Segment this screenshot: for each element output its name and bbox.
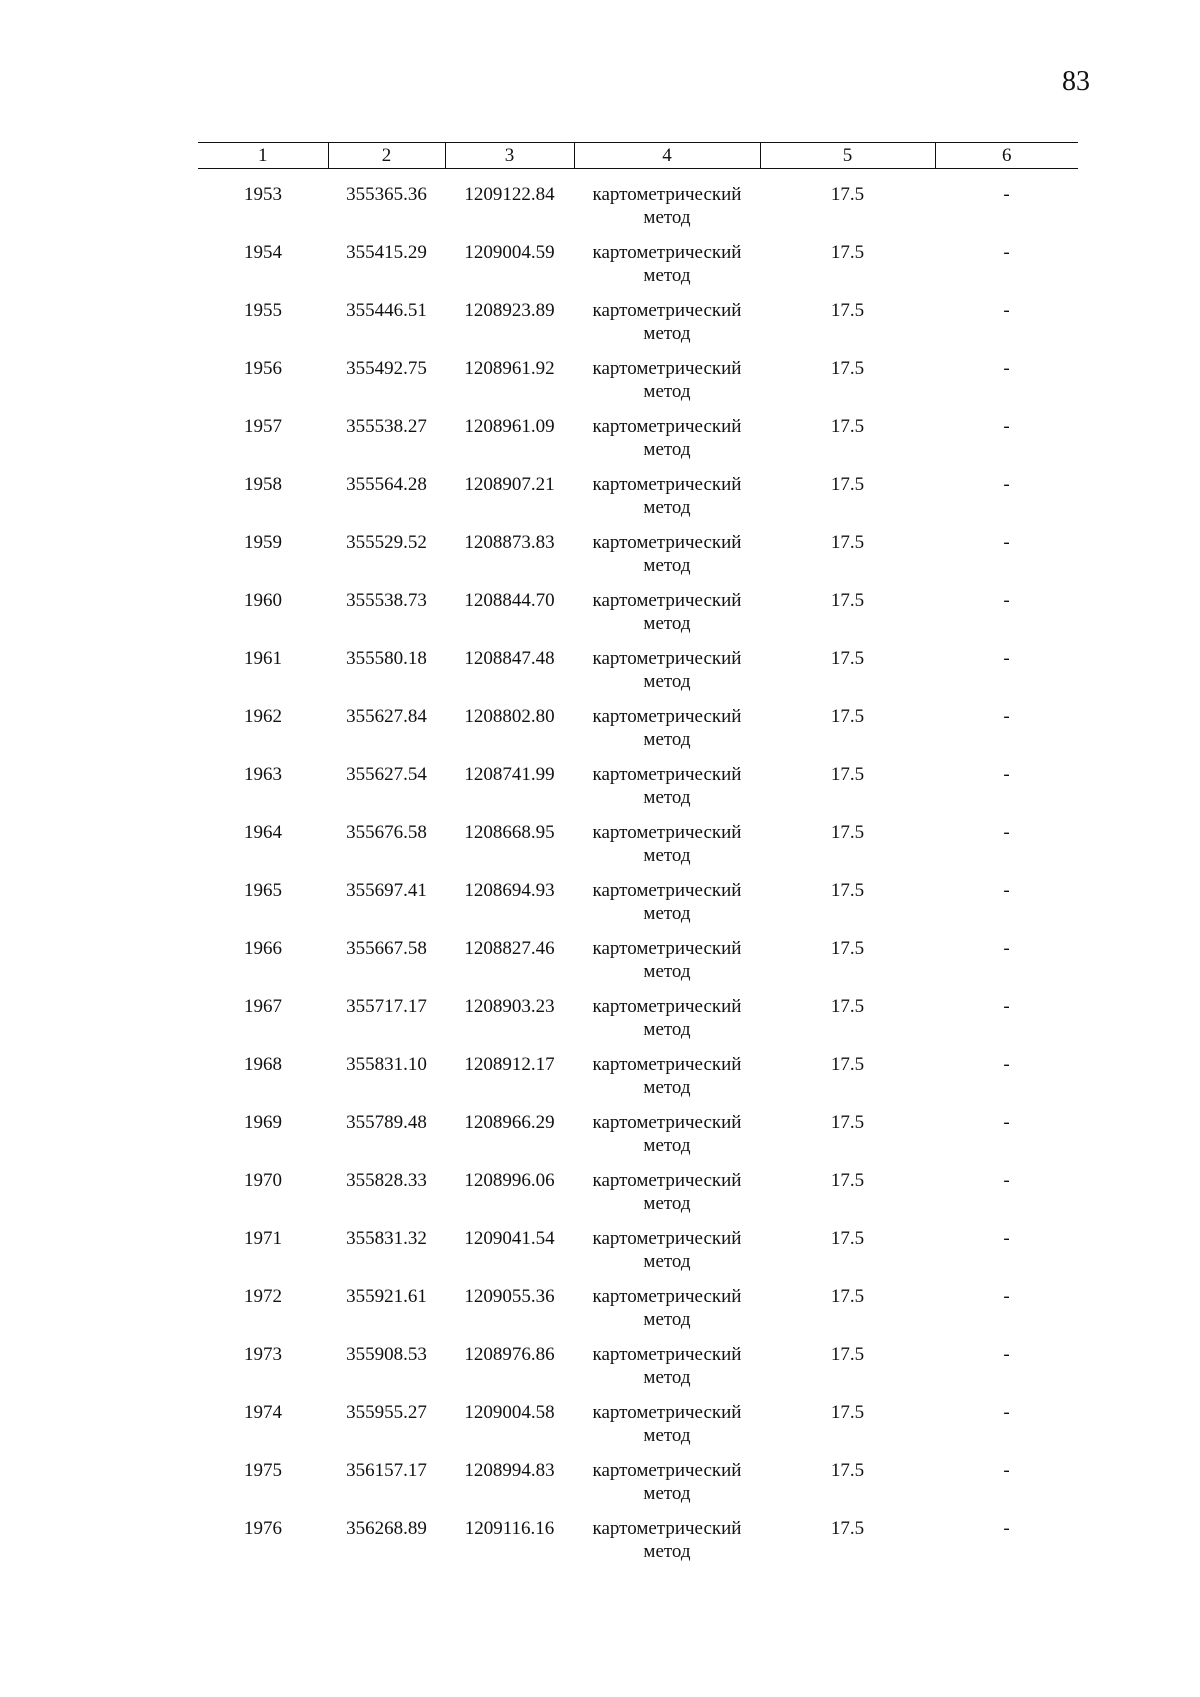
table-row (198, 937, 1078, 995)
method-line-2: метод (643, 1193, 691, 1214)
header-col-5: 5 (760, 143, 935, 169)
header-col-4: 4 (574, 143, 760, 169)
method-line-1: картометрический (592, 358, 742, 379)
point-number-cell: 1955 (244, 300, 282, 321)
point-number-cell: 1970 (244, 1170, 282, 1191)
method-cell (574, 169, 760, 242)
point-number-cell: 1975 (244, 1460, 282, 1481)
method-line-1: картометрический (592, 416, 742, 437)
method-line-1: картометрический (592, 242, 742, 263)
table-row (198, 357, 1078, 415)
method-line-1: картометрический (592, 1518, 742, 1539)
note-cell: - (1003, 1460, 1010, 1481)
x-coordinate-cell: 355921.61 (346, 1286, 427, 1307)
accuracy-cell: 17.5 (830, 1170, 865, 1191)
accuracy-cell: 17.5 (830, 358, 865, 379)
method-line-1: картометрический (592, 1112, 742, 1133)
method-cell (574, 1517, 760, 1575)
x-coordinate-cell: 355529.52 (346, 532, 427, 553)
point-number-cell: 1966 (244, 938, 282, 959)
x-coordinate-cell: 355697.41 (346, 880, 427, 901)
table-row (198, 169, 1078, 242)
method-cell (574, 1401, 760, 1459)
note-cell: - (1003, 764, 1010, 785)
method-line-1: картометрический (592, 532, 742, 553)
accuracy-cell: 17.5 (830, 996, 865, 1017)
table-row (198, 1169, 1078, 1227)
y-coordinate-cell: 1208802.80 (464, 706, 555, 727)
x-coordinate-cell: 355446.51 (346, 300, 427, 321)
note-cell: - (1003, 996, 1010, 1017)
y-coordinate-cell: 1209055.36 (464, 1286, 555, 1307)
header-row (198, 143, 1078, 169)
x-coordinate-cell: 355538.73 (346, 590, 427, 611)
note-cell: - (1003, 880, 1010, 901)
x-coordinate-cell: 355831.32 (346, 1228, 427, 1249)
y-coordinate-cell: 1209004.59 (464, 242, 555, 263)
table-row (198, 763, 1078, 821)
method-line-1: картометрический (592, 1460, 742, 1481)
x-coordinate-cell: 355415.29 (346, 242, 427, 263)
accuracy-cell: 17.5 (830, 938, 865, 959)
method-line-2: метод (643, 1541, 691, 1562)
y-coordinate-cell: 1208976.86 (464, 1344, 555, 1365)
table-row (198, 1111, 1078, 1169)
accuracy-cell: 17.5 (830, 184, 865, 205)
x-coordinate-cell: 355828.33 (346, 1170, 427, 1191)
x-coordinate-cell: 355564.28 (346, 474, 427, 495)
point-number-cell: 1954 (244, 242, 282, 263)
method-line-2: метод (643, 1019, 691, 1040)
accuracy-cell: 17.5 (830, 1112, 865, 1133)
accuracy-cell: 17.5 (830, 1460, 865, 1481)
y-coordinate-cell: 1208873.83 (464, 532, 555, 553)
method-line-1: картометрический (592, 706, 742, 727)
point-number-cell: 1964 (244, 822, 282, 843)
note-cell: - (1003, 1112, 1010, 1133)
accuracy-cell: 17.5 (830, 1228, 865, 1249)
method-cell (574, 647, 760, 705)
method-line-2: метод (643, 1367, 691, 1388)
x-coordinate-cell: 355831.10 (346, 1054, 427, 1075)
method-cell (574, 1053, 760, 1111)
method-cell (574, 821, 760, 879)
x-coordinate-cell: 355627.54 (346, 764, 427, 785)
table-header (198, 143, 1078, 169)
method-line-1: картометрический (592, 590, 742, 611)
x-coordinate-cell: 356268.89 (346, 1518, 427, 1539)
method-line-1: картометрический (592, 648, 742, 669)
x-coordinate-cell: 355676.58 (346, 822, 427, 843)
method-line-1: картометрический (592, 1054, 742, 1075)
y-coordinate-cell: 1208668.95 (464, 822, 555, 843)
method-cell (574, 879, 760, 937)
method-line-2: метод (643, 1309, 691, 1330)
method-line-1: картометрический (592, 822, 742, 843)
method-cell (574, 357, 760, 415)
method-line-2: метод (643, 497, 691, 518)
note-cell: - (1003, 300, 1010, 321)
note-cell: - (1003, 1344, 1010, 1365)
method-cell (574, 473, 760, 531)
note-cell: - (1003, 1228, 1010, 1249)
method-cell (574, 763, 760, 821)
method-line-1: картометрический (592, 880, 742, 901)
method-line-2: метод (643, 265, 691, 286)
method-cell (574, 415, 760, 473)
table-row (198, 1401, 1078, 1459)
method-line-2: метод (643, 1077, 691, 1098)
method-line-1: картометрический (592, 1228, 742, 1249)
header-col-1: 1 (198, 143, 328, 169)
y-coordinate-cell: 1208966.29 (464, 1112, 555, 1133)
table-row (198, 879, 1078, 937)
x-coordinate-cell: 355627.84 (346, 706, 427, 727)
method-cell (574, 1459, 760, 1517)
note-cell: - (1003, 706, 1010, 727)
method-line-2: метод (643, 323, 691, 344)
table-row (198, 1285, 1078, 1343)
accuracy-cell: 17.5 (830, 532, 865, 553)
accuracy-cell: 17.5 (830, 822, 865, 843)
point-number-cell: 1956 (244, 358, 282, 379)
note-cell: - (1003, 1402, 1010, 1423)
point-number-cell: 1969 (244, 1112, 282, 1133)
note-cell: - (1003, 358, 1010, 379)
method-cell (574, 1285, 760, 1343)
method-line-1: картометрический (592, 1170, 742, 1191)
note-cell: - (1003, 184, 1010, 205)
y-coordinate-cell: 1209116.16 (464, 1518, 555, 1539)
method-line-2: метод (643, 903, 691, 924)
x-coordinate-cell: 356157.17 (346, 1460, 427, 1481)
y-coordinate-cell: 1209122.84 (464, 184, 555, 205)
table-row (198, 473, 1078, 531)
table-row (198, 995, 1078, 1053)
method-line-1: картометрический (592, 1286, 742, 1307)
accuracy-cell: 17.5 (830, 648, 865, 669)
method-line-2: метод (643, 555, 691, 576)
y-coordinate-cell: 1208907.21 (464, 474, 555, 495)
method-cell (574, 1169, 760, 1227)
method-cell (574, 241, 760, 299)
y-coordinate-cell: 1208741.99 (464, 764, 555, 785)
point-number-cell: 1971 (244, 1228, 282, 1249)
method-line-2: метод (643, 1135, 691, 1156)
y-coordinate-cell: 1208912.17 (464, 1054, 555, 1075)
point-number-cell: 1965 (244, 880, 282, 901)
method-line-1: картометрический (592, 474, 742, 495)
point-number-cell: 1953 (244, 184, 282, 205)
accuracy-cell: 17.5 (830, 706, 865, 727)
x-coordinate-cell: 355789.48 (346, 1112, 427, 1133)
y-coordinate-cell: 1208694.93 (464, 880, 555, 901)
method-line-2: метод (643, 1251, 691, 1272)
accuracy-cell: 17.5 (830, 880, 865, 901)
table-row (198, 821, 1078, 879)
method-cell (574, 937, 760, 995)
y-coordinate-cell: 1209004.58 (464, 1402, 555, 1423)
method-line-2: метод (643, 671, 691, 692)
method-cell (574, 1343, 760, 1401)
note-cell: - (1003, 1518, 1010, 1539)
x-coordinate-cell: 355365.36 (346, 184, 427, 205)
table-row (198, 1459, 1078, 1517)
method-line-1: картометрический (592, 764, 742, 785)
method-line-2: метод (643, 207, 691, 228)
point-number-cell: 1958 (244, 474, 282, 495)
point-number-cell: 1967 (244, 996, 282, 1017)
method-cell (574, 299, 760, 357)
x-coordinate-cell: 355580.18 (346, 648, 427, 669)
method-line-2: метод (643, 961, 691, 982)
table-row (198, 1227, 1078, 1285)
table-row (198, 1343, 1078, 1401)
y-coordinate-cell: 1208961.92 (464, 358, 555, 379)
method-cell (574, 531, 760, 589)
point-number-cell: 1973 (244, 1344, 282, 1365)
note-cell: - (1003, 648, 1010, 669)
point-number-cell: 1974 (244, 1402, 282, 1423)
x-coordinate-cell: 355717.17 (346, 996, 427, 1017)
note-cell: - (1003, 474, 1010, 495)
note-cell: - (1003, 1054, 1010, 1075)
table-row (198, 415, 1078, 473)
note-cell: - (1003, 416, 1010, 437)
coordinates-table (198, 142, 1078, 1575)
page-number: 83 (1062, 66, 1090, 97)
point-number-cell: 1957 (244, 416, 282, 437)
table-row (198, 1053, 1078, 1111)
table-row (198, 299, 1078, 357)
x-coordinate-cell: 355667.58 (346, 938, 427, 959)
accuracy-cell: 17.5 (830, 474, 865, 495)
note-cell: - (1003, 590, 1010, 611)
method-cell (574, 1111, 760, 1169)
point-number-cell: 1961 (244, 648, 282, 669)
accuracy-cell: 17.5 (830, 1518, 865, 1539)
table-row (198, 589, 1078, 647)
point-number-cell: 1962 (244, 706, 282, 727)
table-row (198, 1517, 1078, 1575)
point-number-cell: 1968 (244, 1054, 282, 1075)
y-coordinate-cell: 1209041.54 (464, 1228, 555, 1249)
method-line-2: метод (643, 613, 691, 634)
method-line-2: метод (643, 787, 691, 808)
table-row (198, 705, 1078, 763)
y-coordinate-cell: 1208847.48 (464, 648, 555, 669)
y-coordinate-cell: 1208903.23 (464, 996, 555, 1017)
y-coordinate-cell: 1208844.70 (464, 590, 555, 611)
x-coordinate-cell: 355492.75 (346, 358, 427, 379)
header-col-2: 2 (328, 143, 445, 169)
table-row (198, 241, 1078, 299)
y-coordinate-cell: 1208961.09 (464, 416, 555, 437)
header-col-3: 3 (445, 143, 574, 169)
table-body (198, 169, 1078, 1576)
table-row (198, 647, 1078, 705)
method-line-1: картометрический (592, 184, 742, 205)
point-number-cell: 1963 (244, 764, 282, 785)
method-cell (574, 995, 760, 1053)
point-number-cell: 1959 (244, 532, 282, 553)
method-line-1: картометрический (592, 1402, 742, 1423)
note-cell: - (1003, 822, 1010, 843)
accuracy-cell: 17.5 (830, 300, 865, 321)
x-coordinate-cell: 355538.27 (346, 416, 427, 437)
method-line-2: метод (643, 381, 691, 402)
method-cell (574, 589, 760, 647)
note-cell: - (1003, 1170, 1010, 1191)
method-line-2: метод (643, 729, 691, 750)
method-line-1: картометрический (592, 300, 742, 321)
point-number-cell: 1976 (244, 1518, 282, 1539)
method-cell (574, 705, 760, 763)
note-cell: - (1003, 242, 1010, 263)
accuracy-cell: 17.5 (830, 1286, 865, 1307)
note-cell: - (1003, 1286, 1010, 1307)
y-coordinate-cell: 1208827.46 (464, 938, 555, 959)
method-line-2: метод (643, 845, 691, 866)
accuracy-cell: 17.5 (830, 1054, 865, 1075)
accuracy-cell: 17.5 (830, 242, 865, 263)
x-coordinate-cell: 355955.27 (346, 1402, 427, 1423)
table-row (198, 531, 1078, 589)
note-cell: - (1003, 532, 1010, 553)
accuracy-cell: 17.5 (830, 416, 865, 437)
method-line-1: картометрический (592, 938, 742, 959)
accuracy-cell: 17.5 (830, 1344, 865, 1365)
note-cell: - (1003, 938, 1010, 959)
method-line-2: метод (643, 439, 691, 460)
method-cell (574, 1227, 760, 1285)
method-line-1: картометрический (592, 1344, 742, 1365)
accuracy-cell: 17.5 (830, 764, 865, 785)
y-coordinate-cell: 1208923.89 (464, 300, 555, 321)
method-line-2: метод (643, 1483, 691, 1504)
accuracy-cell: 17.5 (830, 590, 865, 611)
method-line-2: метод (643, 1425, 691, 1446)
point-number-cell: 1972 (244, 1286, 282, 1307)
y-coordinate-cell: 1208994.83 (464, 1460, 555, 1481)
x-coordinate-cell: 355908.53 (346, 1344, 427, 1365)
header-col-6: 6 (935, 143, 1078, 169)
accuracy-cell: 17.5 (830, 1402, 865, 1423)
method-line-1: картометрический (592, 996, 742, 1017)
point-number-cell: 1960 (244, 590, 282, 611)
y-coordinate-cell: 1208996.06 (464, 1170, 555, 1191)
